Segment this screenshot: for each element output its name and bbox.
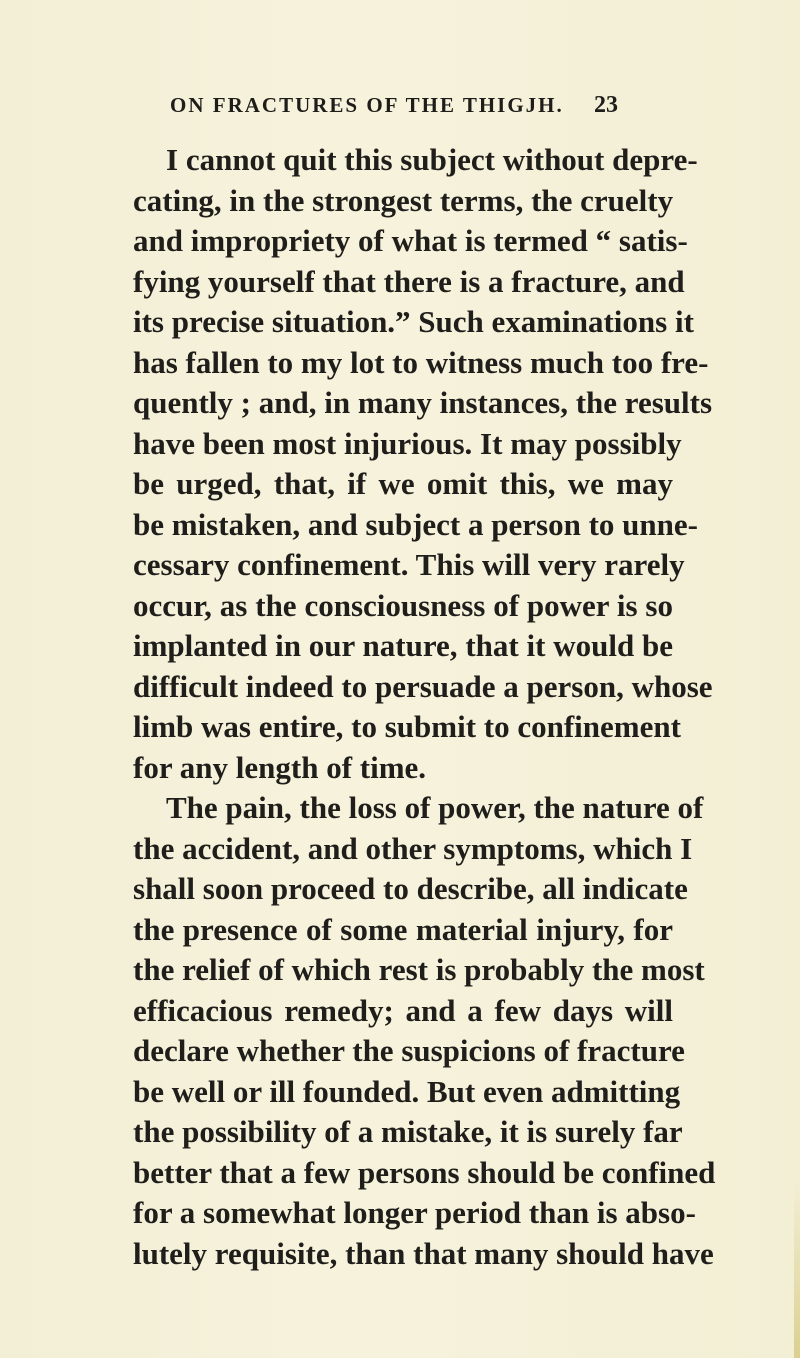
text-line: be urged, that, if we omit this, we may	[133, 466, 673, 501]
text-line: for a somewhat longer period than is abso-	[133, 1195, 696, 1230]
text-line: occur, as the consciousness of power is so	[133, 587, 673, 623]
text-line: cessary confinement. This will very rarely	[133, 547, 685, 582]
text-line: the presence of some material injury, for	[133, 911, 673, 947]
text-line: has fallen to my lot to witness much too fre-	[133, 344, 709, 380]
text-line: cating, in the strongest terms, the cruelty	[133, 182, 674, 218]
running-title: ON FRACTURES OF THE THIGJH.	[170, 93, 564, 117]
page-number: 23	[594, 92, 618, 118]
text-line: difficult indeed to persuade a person, whose	[133, 668, 713, 704]
text-line: limb was entire, to submit to confinement	[133, 709, 681, 744]
text-line: for any length of time.	[133, 749, 427, 785]
text-line: declare whether the suspicions of fracture	[133, 1033, 685, 1068]
text-line: quently ; and, in many instances, the results	[133, 385, 713, 420]
page-header	[170, 93, 630, 123]
text-line: the relief of which rest is probably the most	[133, 952, 705, 987]
text-line: the possibility of a mistake, it is surely far	[133, 1114, 683, 1149]
text-line: be well or ill founded. But even admitting	[133, 1073, 681, 1109]
text-line: implanted in our nature, that it would be	[133, 628, 673, 663]
body-text	[133, 140, 716, 1274]
text-line: the accident, and other symptoms, which I	[133, 830, 693, 866]
text-line: fying yourself that there is a fracture, and	[133, 263, 685, 299]
text-line: be mistaken, and subject a person to unne-	[133, 506, 698, 542]
text-line: and impropriety of what is termed “ satis-	[133, 223, 688, 258]
text-line: shall soon proceed to describe, all indicate	[133, 871, 688, 906]
text-line: The pain, the loss of power, the nature of	[166, 790, 704, 825]
text-line: better that a few persons should be confined	[133, 1154, 716, 1190]
text-line: have been most injurious. It may possibly	[133, 425, 682, 461]
text-line: I cannot quit this subject without depre-	[166, 142, 698, 177]
text-line: its precise situation.” Such examinations it	[133, 304, 694, 339]
text-line: efficacious remedy; and a few days will	[133, 992, 673, 1028]
text-line: lutely requisite, than that many should have	[133, 1235, 714, 1271]
page-edge-stain	[794, 1180, 800, 1358]
